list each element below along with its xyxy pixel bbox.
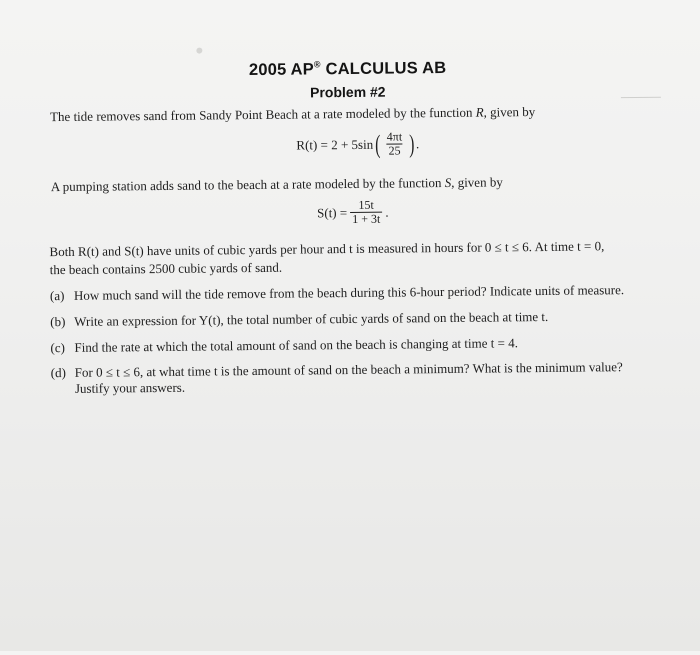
intro-tail: , given by xyxy=(483,104,536,120)
part-d xyxy=(51,359,623,381)
registered-mark: ® xyxy=(313,59,321,70)
pump-tail: , given by xyxy=(451,174,503,190)
intro-var: R xyxy=(475,104,484,120)
paper-speck xyxy=(196,48,202,54)
intro-text: The tide removes sand from Sandy Point Beach at a rate modeled by the function xyxy=(49,104,476,125)
left-paren: ( xyxy=(374,129,381,159)
intro-line xyxy=(50,104,535,125)
part-a-text: How much sand will the tide remove from the beach during this 6-hour period? Indicate units of measure. xyxy=(73,282,625,303)
problem-number: Problem #2 xyxy=(309,83,386,101)
part-c-text: Find the rate at which the total amount of sand on the beach is changing at time t = 4. xyxy=(74,335,518,355)
pump-var: S xyxy=(444,174,452,191)
part-b xyxy=(50,309,548,330)
part-d-continuation: Justify your answers. xyxy=(74,379,186,396)
fraction-s-denominator: 1 + 3t xyxy=(352,211,381,226)
pump-line xyxy=(51,174,503,195)
title-text: 2005 AP xyxy=(248,60,314,80)
pump-text: A pumping station adds sand to the beach at a rate modeled by the function xyxy=(50,175,445,195)
part-c-label: (c) xyxy=(50,339,65,356)
fraction-r xyxy=(385,130,405,157)
equation-r-end: . xyxy=(415,135,420,151)
page-title xyxy=(0,55,698,82)
fraction-s-numerator: 15t xyxy=(358,197,374,212)
part-c xyxy=(50,335,518,356)
equation-s xyxy=(317,199,389,227)
part-b-text: Write an expression for Y(t), the total number of cubic yards of sand on the beach at time t. xyxy=(74,308,549,329)
fraction-r-denominator: 25 xyxy=(388,143,401,158)
equation-s-lhs: S(t) = xyxy=(317,204,348,220)
part-a xyxy=(50,282,624,304)
part-b-label: (b) xyxy=(50,313,66,330)
equation-r xyxy=(296,130,419,158)
title-subject: CALCULUS AB xyxy=(320,58,447,79)
equation-r-lhs: R(t) = 2 + 5sin xyxy=(296,136,374,153)
units-line-2: the beach contains 2500 cubic yards of sand. xyxy=(49,259,283,278)
units-line-1: Both R(t) and S(t) have units of cubic yards per hour and t is measured in hours for 0 ≤ t ≤ 6. At time t = 0, xyxy=(49,238,605,260)
part-d-text: For 0 ≤ t ≤ 6, at what time t is the amount of sand on the beach a minimum? What is the minimum value? xyxy=(74,359,623,380)
part-a-label: (a) xyxy=(49,287,65,304)
right-paren: ) xyxy=(408,128,415,158)
fraction-r-numerator: 4πt xyxy=(386,129,403,144)
fraction-s xyxy=(350,199,382,226)
part-d-label: (d) xyxy=(50,364,66,381)
equation-s-end: . xyxy=(385,204,389,220)
